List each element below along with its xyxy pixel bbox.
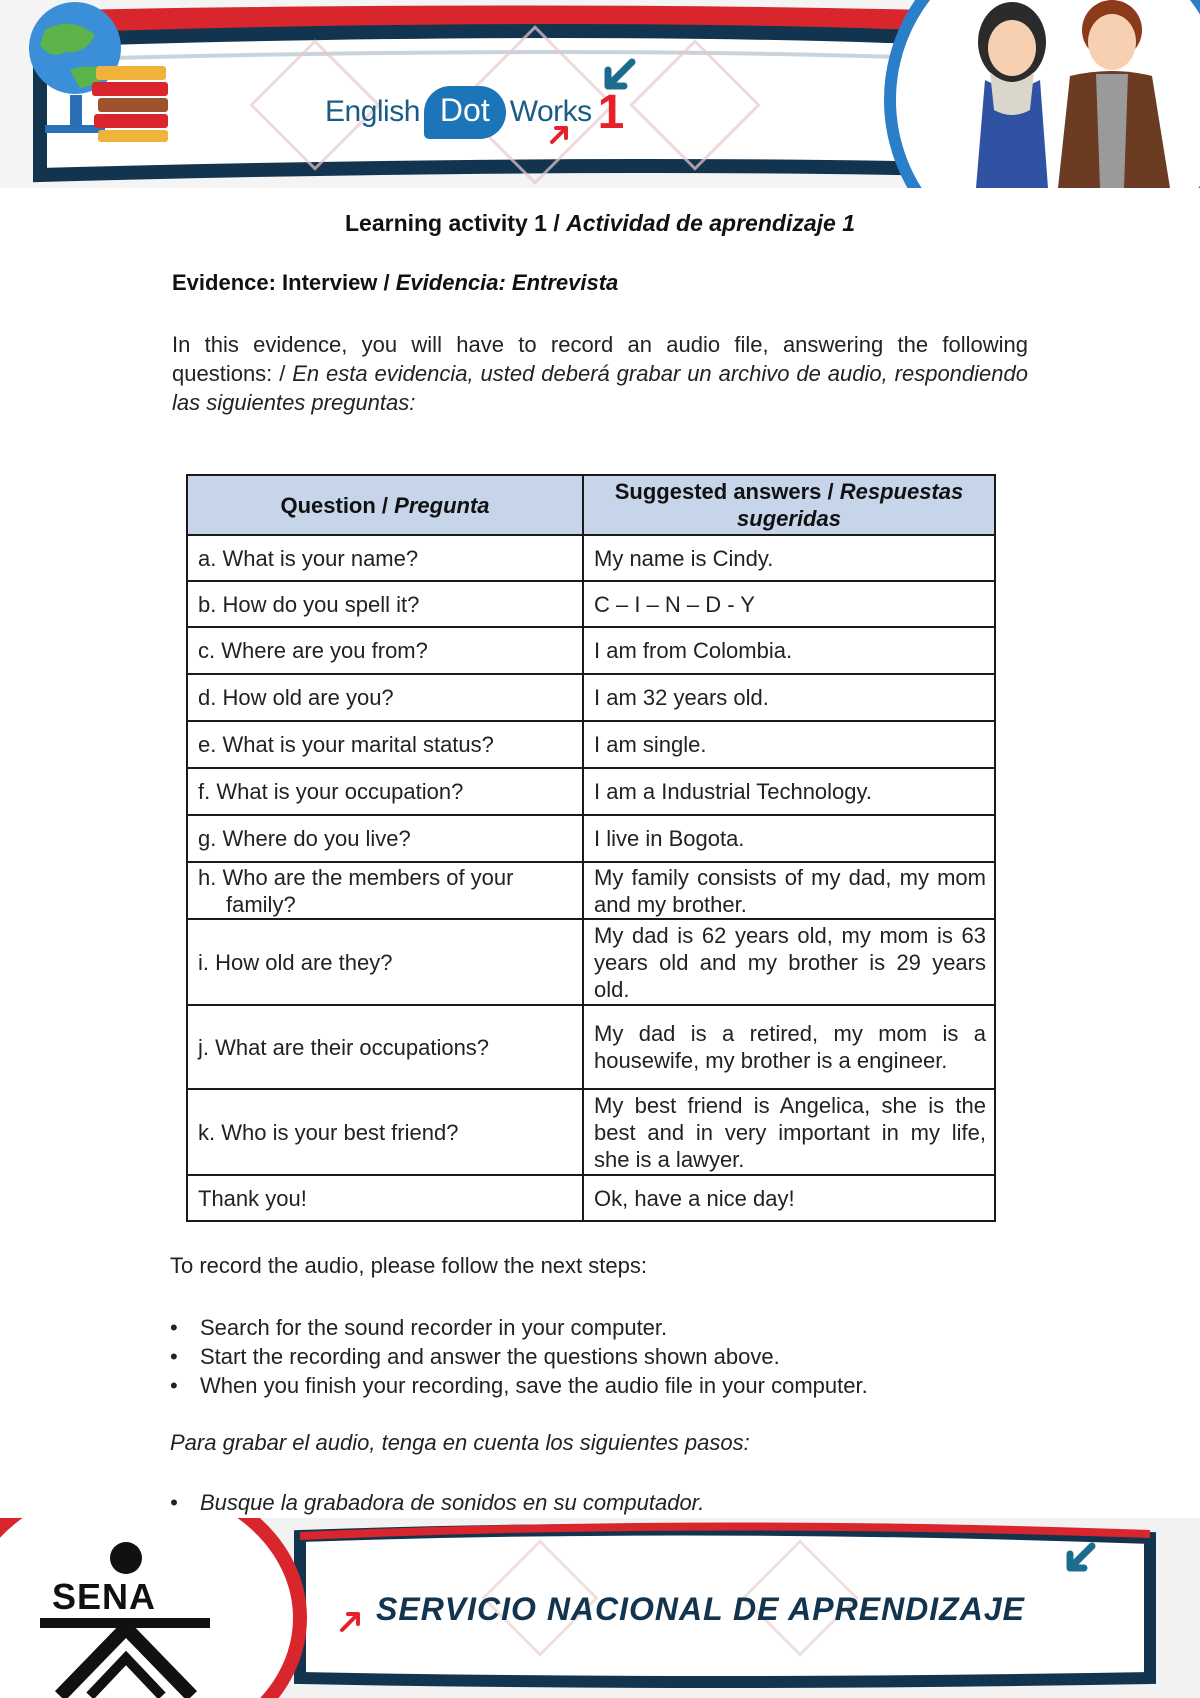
brand-logo [325,82,624,142]
table-row [187,862,995,919]
table-row [187,721,995,768]
intro-es: En esta evidencia, usted deberá grabar un archivo de audio, respondiendo las siguientes preguntas: [172,361,1028,415]
evidence-heading [172,270,618,296]
list-item: • Start the recording and answer the questions shown above. [170,1342,868,1371]
answer-cell: I am 32 years old. [583,674,995,721]
answer-cell: C – I – N – D - Y [583,581,995,627]
intro-en: In this evidence, you will have to record an audio file, answering the following questions: / [172,332,1028,386]
brand-word-dot: Dot [424,86,506,139]
question-cell: j. What are their occupations? [187,1005,583,1089]
answer-cell: I am single. [583,721,995,768]
question-cell: Thank you! [187,1175,583,1221]
evidence-es: Evidencia: Entrevista [395,270,619,295]
title-es: Actividad de aprendizaje 1 [566,210,855,236]
question-cell: a. What is your name? [187,535,583,581]
question-cell: h. Who are the members of your family? [187,862,583,919]
intro-paragraph [172,330,1028,417]
steps-intro-en: To record the audio, please follow the next steps: [170,1253,647,1278]
brand-word-english: English [325,95,420,128]
header-banner [0,0,1200,188]
answer-cell: Ok, have a nice day! [583,1175,995,1221]
list-item: • When you finish your recording, save the audio file in your computer. [170,1371,868,1400]
brand-number: 1 [597,85,625,139]
page-title [0,210,1200,237]
table-row [187,674,995,721]
table-row [187,1005,995,1089]
question-cell: e. What is your marital status? [187,721,583,768]
evidence-en: Evidence: Interview / [172,270,396,295]
answer-cell: My dad is 62 years old, my mom is 63 years old and my brother is 29 years old. [583,919,995,1005]
header-question: Question / Pregunta [187,475,583,535]
sena-logo-text: SENA [52,1576,157,1617]
footer-banner [0,1518,1200,1698]
list-item: • Busque la grabadora de sonidos en su computador. [170,1488,704,1517]
answer-cell: I live in Bogota. [583,815,995,862]
answer-cell: My name is Cindy. [583,535,995,581]
table-row [187,768,995,815]
table-row [187,1175,995,1221]
question-cell: g. Where do you live? [187,815,583,862]
org-name: SERVICIO NACIONAL DE APRENDIZAJE [376,1591,1025,1627]
table-row [187,627,995,674]
brand-word-works: Works [509,95,592,128]
table-row [187,1089,995,1175]
steps-intro-es: Para grabar el audio, tenga en cuenta los siguientes pasos: [170,1430,750,1455]
list-item: • Search for the sound recorder in your computer. [170,1313,868,1342]
answer-cell: My family consists of my dad, my mom and my brother. [583,862,995,919]
table-row [187,919,995,1005]
answer-cell: My dad is a retired, my mom is a housewife, my brother is a engineer. [583,1005,995,1089]
question-cell: c. Where are you from? [187,627,583,674]
question-cell: f. What is your occupation? [187,768,583,815]
table-row [187,535,995,581]
table-row [187,815,995,862]
table-row [187,581,995,627]
question-cell: b. How do you spell it? [187,581,583,627]
steps-list-en [170,1313,868,1400]
question-cell: i. How old are they? [187,919,583,1005]
table-header-row [187,475,995,535]
question-cell: k. Who is your best friend? [187,1089,583,1175]
header-answer: Suggested answers / Respuestas sugeridas [583,475,995,535]
question-cell: d. How old are you? [187,674,583,721]
qa-table [186,474,996,1222]
answer-cell: I am a Industrial Technology. [583,768,995,815]
steps-list-es [170,1488,704,1517]
answer-cell: I am from Colombia. [583,627,995,674]
answer-cell: My best friend is Angelica, she is the best and in very important in my life, she is a lawyer. [583,1089,995,1175]
title-en: Learning activity 1 / [344,210,567,236]
books-icon [92,66,168,142]
